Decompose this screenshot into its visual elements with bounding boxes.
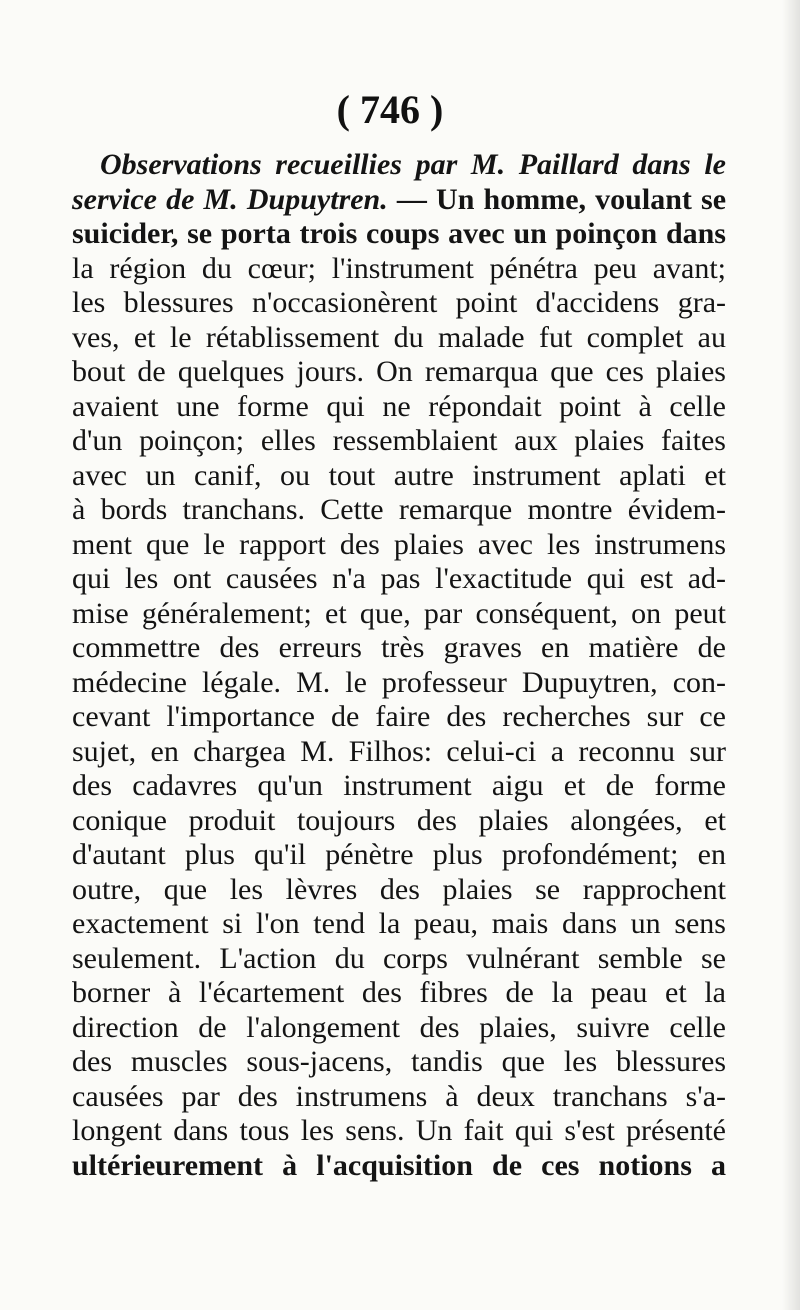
text-line [72,148,726,183]
text-line: les blessures n'occasionèrent point d'accidens gra- [72,286,726,319]
text-line: qui les ont causées n'a pas l'exactitude qui est ad- [72,562,726,595]
text-line-segment: — Un homme, voulant se [396,182,727,216]
text-line: avec un canif, ou tout autre instrument aplati et [72,458,726,492]
text-line: bout de quelques jours. On remarqua que ces plaies [72,355,726,388]
text-line: ultérieurement à l'acquisition de ces notions a [72,1148,726,1182]
text-line: à bords tranchans. Cette remarque montre évidem- [72,493,726,526]
text-line: des muscles sous-jacens, tandis que les blessures [72,1045,726,1078]
body-paragraph [72,148,726,1183]
text-line: ves, et le rétablissement du malade fut complet au [72,320,726,354]
text-line: des cadavres qu'un instrument aigu et de forme [72,769,726,802]
text-line: cevant l'importance de faire des recherches sur ce [72,700,726,733]
page-edge-shadow [782,0,800,1310]
text-line: avaient une forme qui ne répondait point à celle [72,389,726,423]
text-line: sujet, en chargea M. Filhos: celui-ci a reconnu sur [72,734,726,768]
text-line [72,183,726,218]
text-line: d'autant plus qu'il pénètre plus profondément; en [72,838,726,871]
observation-title: Observations recueillies par M. Paillard dans le [100,148,726,181]
text-line: direction de l'alongement des plaies, suivre celle [72,1010,726,1044]
text-line: conique produit toujours des plaies alongées, et [72,803,726,837]
text-line: commettre des erreurs très graves en matière de [72,631,726,664]
text-line: longent dans tous les sens. Un fait qui s'est présenté [72,1114,726,1147]
observation-title-continued: service de M. Dupuytren. [72,182,388,216]
text-line: mise généralement; et que, par conséquent, on peut [72,596,726,630]
text-line: suicider, se porta trois coups avec un poinçon dans [72,217,726,250]
text-line: borner à l'écartement des fibres de la peau et la [72,976,726,1009]
text-line: outre, que les lèvres des plaies se rapprochent [72,872,726,906]
text-line: seulement. L'action du corps vulnérant semble se [72,941,726,975]
text-line: la région du cœur; l'instrument pénétra peu avant; [72,251,726,285]
text-line: médecine légale. M. le professeur Dupuytren, con- [72,665,726,699]
text-line: d'un poinçon; elles ressemblaient aux plaies faites [72,424,726,457]
text-line: exactement si l'on tend la peau, mais dans un sens [72,907,726,940]
page-number: ( 746 ) [336,87,444,132]
text-line: ment que le rapport des plaies avec les instrumens [72,527,726,561]
text-line: causées par des instrumens à deux tranchans s'a- [72,1079,726,1113]
